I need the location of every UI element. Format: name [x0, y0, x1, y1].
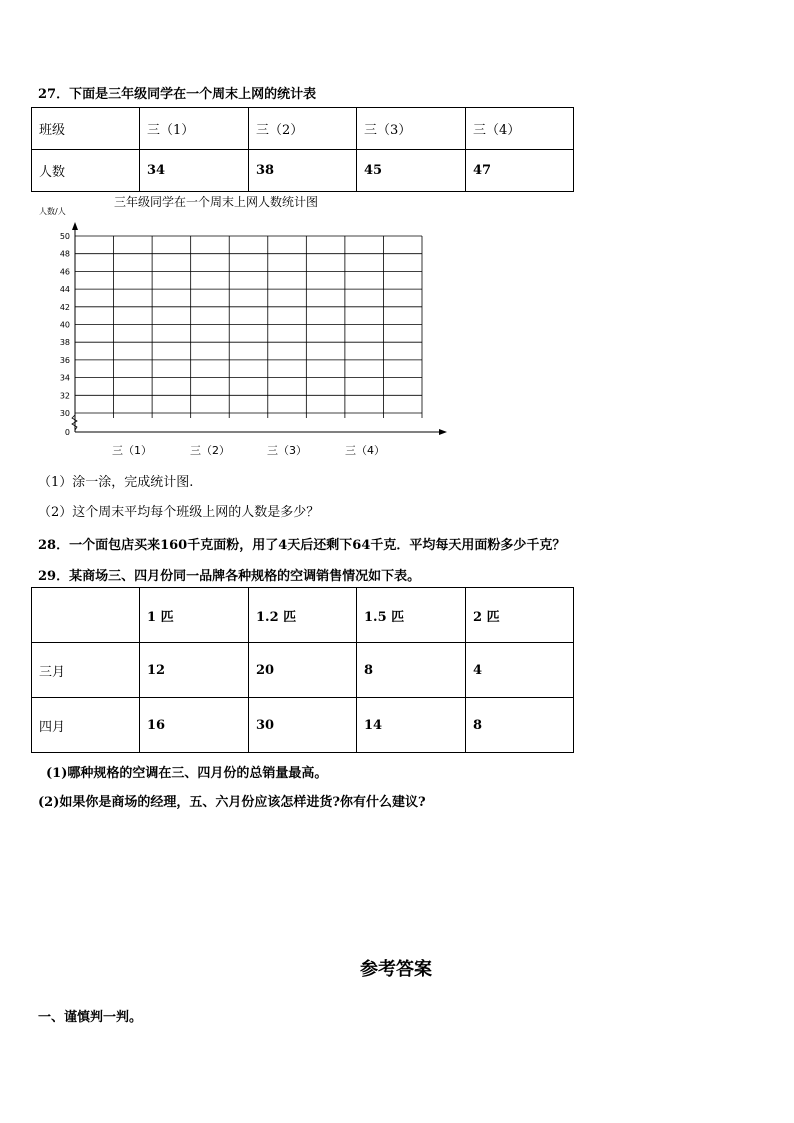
- q29-sub1: (1)哪种规格的空调在三、四月份的总销量最高。: [46, 766, 328, 781]
- q29-row-label: 四月: [32, 698, 140, 753]
- answers-section-1: 一、谨慎判一判。: [38, 1010, 143, 1025]
- y-tick-label: 32: [59, 391, 70, 401]
- bar-chart: [30, 200, 460, 465]
- q29-spec-2: 1.2 匹: [249, 588, 357, 643]
- x-category-label: 三（3）: [267, 444, 307, 457]
- q27-sub1: （1）涂一涂，完成统计图.: [38, 475, 194, 490]
- q29-corner-cell: [32, 588, 140, 643]
- q27-class-2: 三（2）: [249, 108, 357, 150]
- q29-header-row: [32, 588, 574, 643]
- q27-row-label: 人数: [32, 150, 140, 192]
- q29-row-label: 三月: [32, 643, 140, 698]
- q29-row-march: [32, 643, 574, 698]
- q27-header-row: [32, 108, 574, 150]
- q29-spec-3: 1.5 匹: [357, 588, 466, 643]
- q27-class-3: 三（3）: [357, 108, 466, 150]
- y-tick-label: 50: [59, 232, 70, 241]
- q27-table: [31, 107, 574, 192]
- y-tick-label: 40: [59, 320, 70, 330]
- q29-cell: 16: [140, 698, 249, 753]
- q29-cell: 14: [357, 698, 466, 753]
- y-axis-arrow: [72, 222, 78, 230]
- q27-count-2: 38: [249, 150, 357, 192]
- y-tick-label: 34: [59, 373, 70, 383]
- y-tick-label: 38: [59, 338, 70, 348]
- x-category-label: 三（4）: [345, 444, 385, 457]
- x-category-label: 三（1）: [112, 444, 152, 457]
- q29-cell: 8: [357, 643, 466, 698]
- q29-cell: 20: [249, 643, 357, 698]
- q29-title: 29．某商场三、四月份同一品牌各种规格的空调销售情况如下表。: [38, 569, 421, 584]
- q29-spec-4: 2 匹: [466, 588, 574, 643]
- q27-count-row: [32, 150, 574, 192]
- q29-cell: 4: [466, 643, 574, 698]
- y-axis-label: 人数/人: [39, 207, 66, 216]
- y-tick-label: 48: [59, 249, 70, 259]
- x-axis-arrow: [439, 429, 447, 435]
- y-tick-label: 36: [59, 355, 70, 365]
- q29-cell: 30: [249, 698, 357, 753]
- answers-title: 参考答案: [360, 959, 432, 980]
- q29-row-april: [32, 698, 574, 753]
- y-origin-label: 0: [64, 428, 70, 437]
- y-tick-label: 42: [59, 302, 70, 312]
- q27-count-1: 34: [140, 150, 249, 192]
- q29-cell: 8: [466, 698, 574, 753]
- q28-text: 28．一个面包店买来160千克面粉，用了4天后还剩下64千克．平均每天用面粉多少千克？: [38, 538, 566, 553]
- y-tick-label: 30: [59, 409, 70, 418]
- q27-class-4: 三（4）: [466, 108, 574, 150]
- q27-count-3: 45: [357, 150, 466, 192]
- q29-spec-1: 1 匹: [140, 588, 249, 643]
- q29-table: [31, 587, 574, 753]
- q29-cell: 12: [140, 643, 249, 698]
- chart-title: 三年级同学在一个周末上网人数统计图: [114, 195, 319, 209]
- q27-header-label: 班级: [32, 108, 140, 150]
- q27-class-1: 三（1）: [140, 108, 249, 150]
- y-tick-label: 46: [59, 267, 70, 277]
- q27-sub2: （2）这个周末平均每个班级上网的人数是多少？: [38, 505, 320, 520]
- x-category-label: 三（2）: [190, 444, 230, 457]
- q27-title: 27．下面是三年级同学在一个周末上网的统计表: [38, 87, 317, 102]
- q29-sub2: (2)如果你是商场的经理，五、六月份应该怎样进货?你有什么建议?: [38, 795, 426, 810]
- q27-count-4: 47: [466, 150, 574, 192]
- y-tick-label: 44: [59, 285, 70, 295]
